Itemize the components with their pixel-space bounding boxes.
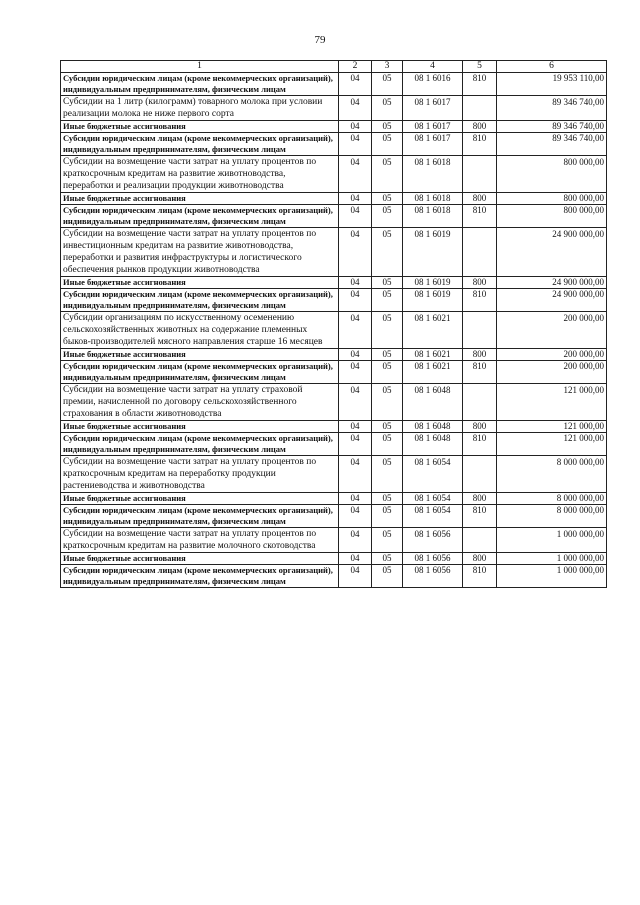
row-section-cell: 04 (339, 312, 372, 349)
row-subsection-cell: 05 (372, 228, 403, 277)
row-subsection-cell: 05 (372, 565, 403, 588)
row-name-cell: Субсидии на возмещение части затрат на уплату страховой премии, начисленной по договору сельскохозяйственного страхования в области животноводства (61, 384, 339, 421)
row-amount-cell: 89 346 740,00 (497, 121, 607, 133)
row-amount-cell: 200 000,00 (497, 349, 607, 361)
table-row (61, 133, 607, 156)
row-subsection-cell: 05 (372, 505, 403, 528)
row-amount-cell: 800 000,00 (497, 193, 607, 205)
row-expense-type-cell: 810 (463, 565, 497, 588)
row-subsection-cell: 05 (372, 96, 403, 121)
column-header: 2 (339, 61, 372, 73)
row-subsection-cell: 05 (372, 156, 403, 193)
row-amount-cell: 19 953 110,00 (497, 73, 607, 96)
row-name-cell: Субсидии юридическим лицам (кроме некоммерческих организаций), индивидуальным предпринимателям, физическим лицам (61, 289, 339, 312)
row-amount-cell: 1 000 000,00 (497, 553, 607, 565)
row-amount-cell: 8 000 000,00 (497, 493, 607, 505)
row-target-article-cell: 08 1 6019 (403, 277, 463, 289)
row-amount-cell: 24 900 000,00 (497, 228, 607, 277)
table-row (61, 493, 607, 505)
table-row (61, 193, 607, 205)
column-header: 6 (497, 61, 607, 73)
row-subsection-cell: 05 (372, 456, 403, 493)
table-row (61, 349, 607, 361)
row-amount-cell: 24 900 000,00 (497, 289, 607, 312)
row-name-cell: Иные бюджетные ассигнования (61, 193, 339, 205)
row-target-article-cell: 08 1 6048 (403, 384, 463, 421)
row-section-cell: 04 (339, 361, 372, 384)
row-section-cell: 04 (339, 553, 372, 565)
row-target-article-cell: 08 1 6017 (403, 121, 463, 133)
row-target-article-cell: 08 1 6018 (403, 156, 463, 193)
row-subsection-cell: 05 (372, 493, 403, 505)
table-row (61, 277, 607, 289)
row-expense-type-cell (463, 96, 497, 121)
table-row (61, 421, 607, 433)
row-section-cell: 04 (339, 133, 372, 156)
row-name-cell: Иные бюджетные ассигнования (61, 349, 339, 361)
row-target-article-cell: 08 1 6054 (403, 493, 463, 505)
row-expense-type-cell: 800 (463, 493, 497, 505)
row-section-cell: 04 (339, 193, 372, 205)
row-section-cell: 04 (339, 289, 372, 312)
table-row (61, 528, 607, 553)
row-name-cell: Субсидии на 1 литр (килограмм) товарного молока при условии реализации молока не ниже первого сорта (61, 96, 339, 121)
row-name-cell: Субсидии юридическим лицам (кроме некоммерческих организаций), индивидуальным предпринимателям, физическим лицам (61, 205, 339, 228)
row-target-article-cell: 08 1 6017 (403, 96, 463, 121)
table-row (61, 553, 607, 565)
row-section-cell: 04 (339, 73, 372, 96)
row-name-cell: Субсидии юридическим лицам (кроме некоммерческих организаций), индивидуальным предпринимателям, физическим лицам (61, 133, 339, 156)
row-subsection-cell: 05 (372, 73, 403, 96)
row-expense-type-cell (463, 312, 497, 349)
row-section-cell: 04 (339, 228, 372, 277)
row-expense-type-cell: 810 (463, 361, 497, 384)
row-target-article-cell: 08 1 6056 (403, 565, 463, 588)
row-expense-type-cell: 800 (463, 349, 497, 361)
row-target-article-cell: 08 1 6054 (403, 505, 463, 528)
budget-table (60, 60, 607, 588)
page-number: 79 (314, 34, 326, 46)
row-subsection-cell: 05 (372, 384, 403, 421)
row-amount-cell: 1 000 000,00 (497, 565, 607, 588)
table-row (61, 565, 607, 588)
row-amount-cell: 800 000,00 (497, 205, 607, 228)
row-name-cell: Субсидии на возмещение части затрат на уплату процентов по краткосрочным кредитам на переработку продукции растениеводства и животноводства (61, 456, 339, 493)
row-section-cell: 04 (339, 205, 372, 228)
row-expense-type-cell: 800 (463, 121, 497, 133)
row-section-cell: 04 (339, 349, 372, 361)
row-section-cell: 04 (339, 528, 372, 553)
row-target-article-cell: 08 1 6019 (403, 228, 463, 277)
row-name-cell: Иные бюджетные ассигнования (61, 493, 339, 505)
row-target-article-cell: 08 1 6018 (403, 193, 463, 205)
row-subsection-cell: 05 (372, 289, 403, 312)
row-name-cell: Субсидии юридическим лицам (кроме некоммерческих организаций), индивидуальным предпринимателям, физическим лицам (61, 505, 339, 528)
row-section-cell: 04 (339, 156, 372, 193)
column-header: 5 (463, 61, 497, 73)
row-expense-type-cell (463, 528, 497, 553)
row-expense-type-cell: 810 (463, 73, 497, 96)
table-body (61, 73, 607, 588)
table-row (61, 228, 607, 277)
table-row (61, 205, 607, 228)
row-subsection-cell: 05 (372, 528, 403, 553)
row-section-cell: 04 (339, 505, 372, 528)
row-name-cell: Иные бюджетные ассигнования (61, 277, 339, 289)
row-subsection-cell: 05 (372, 361, 403, 384)
row-expense-type-cell: 810 (463, 289, 497, 312)
row-name-cell: Субсидии юридическим лицам (кроме некоммерческих организаций), индивидуальным предпринимателям, физическим лицам (61, 565, 339, 588)
row-name-cell: Иные бюджетные ассигнования (61, 121, 339, 133)
row-name-cell: Иные бюджетные ассигнования (61, 421, 339, 433)
row-subsection-cell: 05 (372, 205, 403, 228)
row-target-article-cell: 08 1 6056 (403, 528, 463, 553)
row-name-cell: Субсидии юридическим лицам (кроме некоммерческих организаций), индивидуальным предпринимателям, физическим лицам (61, 73, 339, 96)
row-amount-cell: 1 000 000,00 (497, 528, 607, 553)
row-name-cell: Субсидии на возмещение части затрат на уплату процентов по инвестиционным кредитам на развитие животноводства, переработки и развития инфраструктуры и логистического обеспечения рынков продукции животноводства (61, 228, 339, 277)
row-amount-cell: 8 000 000,00 (497, 456, 607, 493)
column-header: 1 (61, 61, 339, 73)
row-expense-type-cell: 810 (463, 133, 497, 156)
row-target-article-cell: 08 1 6048 (403, 433, 463, 456)
row-amount-cell: 200 000,00 (497, 361, 607, 384)
row-name-cell: Субсидии на возмещение части затрат на уплату процентов по краткосрочным кредитам на развитие молочного скотоводства (61, 528, 339, 553)
row-subsection-cell: 05 (372, 433, 403, 456)
table-row (61, 433, 607, 456)
row-subsection-cell: 05 (372, 349, 403, 361)
row-target-article-cell: 08 1 6021 (403, 361, 463, 384)
row-expense-type-cell: 800 (463, 193, 497, 205)
row-section-cell: 04 (339, 565, 372, 588)
row-target-article-cell: 08 1 6019 (403, 289, 463, 312)
row-name-cell: Субсидии на возмещение части затрат на уплату процентов по краткосрочным кредитам на развитие животноводства, переработки и реализации продукции животноводства (61, 156, 339, 193)
row-amount-cell: 89 346 740,00 (497, 96, 607, 121)
row-expense-type-cell: 800 (463, 421, 497, 433)
row-section-cell: 04 (339, 493, 372, 505)
table-header-row (61, 61, 607, 73)
row-subsection-cell: 05 (372, 121, 403, 133)
row-section-cell: 04 (339, 277, 372, 289)
row-amount-cell: 89 346 740,00 (497, 133, 607, 156)
table-row (61, 121, 607, 133)
row-subsection-cell: 05 (372, 277, 403, 289)
row-expense-type-cell: 800 (463, 553, 497, 565)
table-row (61, 384, 607, 421)
row-name-cell: Иные бюджетные ассигнования (61, 553, 339, 565)
row-target-article-cell: 08 1 6016 (403, 73, 463, 96)
row-target-article-cell: 08 1 6056 (403, 553, 463, 565)
row-section-cell: 04 (339, 96, 372, 121)
table-row (61, 312, 607, 349)
row-expense-type-cell (463, 456, 497, 493)
row-subsection-cell: 05 (372, 553, 403, 565)
row-expense-type-cell: 800 (463, 277, 497, 289)
row-amount-cell: 8 000 000,00 (497, 505, 607, 528)
row-section-cell: 04 (339, 421, 372, 433)
row-section-cell: 04 (339, 384, 372, 421)
row-amount-cell: 24 900 000,00 (497, 277, 607, 289)
row-expense-type-cell (463, 156, 497, 193)
row-amount-cell: 800 000,00 (497, 156, 607, 193)
table-row (61, 361, 607, 384)
row-name-cell: Субсидии юридическим лицам (кроме некоммерческих организаций), индивидуальным предпринимателям, физическим лицам (61, 433, 339, 456)
table-row (61, 456, 607, 493)
table-row (61, 96, 607, 121)
row-target-article-cell: 08 1 6048 (403, 421, 463, 433)
row-section-cell: 04 (339, 121, 372, 133)
row-target-article-cell: 08 1 6021 (403, 349, 463, 361)
row-expense-type-cell (463, 228, 497, 277)
row-target-article-cell: 08 1 6017 (403, 133, 463, 156)
column-header: 3 (372, 61, 403, 73)
row-expense-type-cell (463, 384, 497, 421)
row-amount-cell: 121 000,00 (497, 421, 607, 433)
row-subsection-cell: 05 (372, 312, 403, 349)
row-name-cell: Субсидии организациям по искусственному осеменению сельскохозяйственных животных на содержание племенных быков-производителей мясного направления старше 16 месяцев (61, 312, 339, 349)
row-subsection-cell: 05 (372, 421, 403, 433)
row-subsection-cell: 05 (372, 133, 403, 156)
row-section-cell: 04 (339, 456, 372, 493)
row-expense-type-cell: 810 (463, 505, 497, 528)
row-amount-cell: 121 000,00 (497, 384, 607, 421)
row-section-cell: 04 (339, 433, 372, 456)
table-row (61, 505, 607, 528)
table-row (61, 289, 607, 312)
row-amount-cell: 200 000,00 (497, 312, 607, 349)
row-target-article-cell: 08 1 6021 (403, 312, 463, 349)
row-amount-cell: 121 000,00 (497, 433, 607, 456)
row-expense-type-cell: 810 (463, 433, 497, 456)
column-header: 4 (403, 61, 463, 73)
row-subsection-cell: 05 (372, 193, 403, 205)
table-row (61, 156, 607, 193)
row-target-article-cell: 08 1 6018 (403, 205, 463, 228)
row-expense-type-cell: 810 (463, 205, 497, 228)
row-target-article-cell: 08 1 6054 (403, 456, 463, 493)
table-row (61, 73, 607, 96)
row-name-cell: Субсидии юридическим лицам (кроме некоммерческих организаций), индивидуальным предпринимателям, физическим лицам (61, 361, 339, 384)
